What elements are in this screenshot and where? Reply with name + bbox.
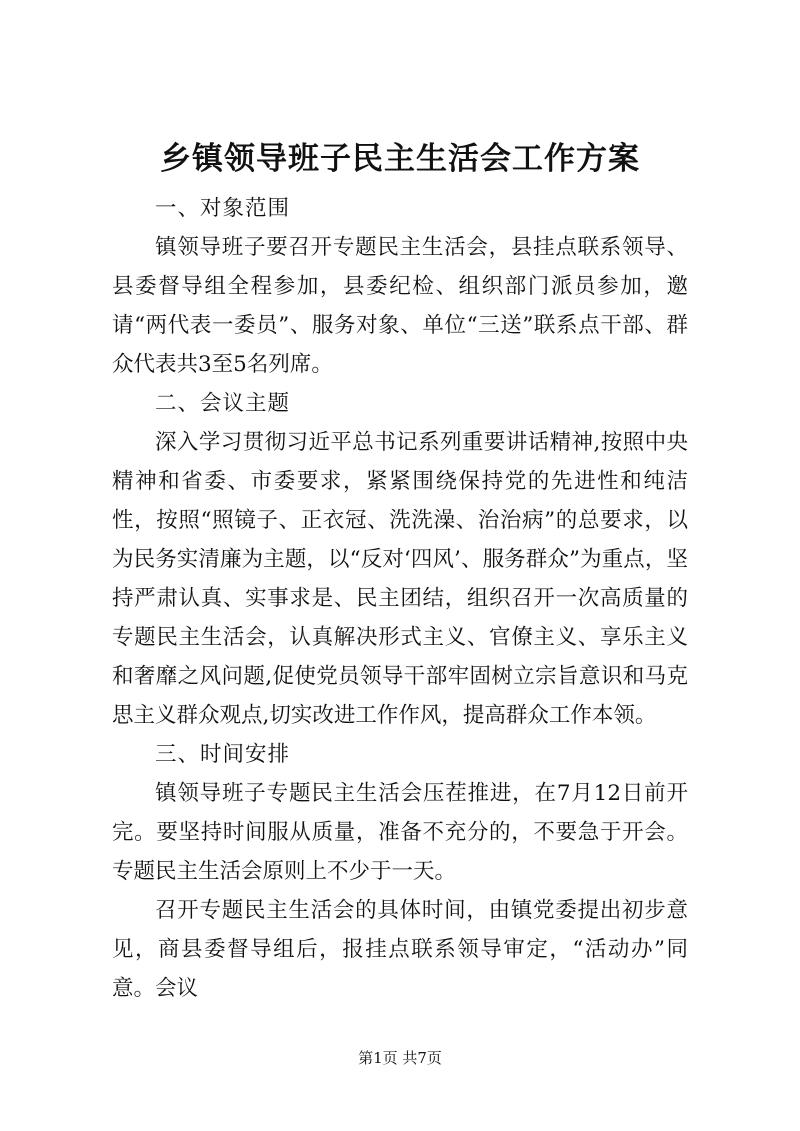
document-title: 乡镇领导班子民主生活会工作方案 xyxy=(160,141,640,177)
page-footer: 第1页 共7页 xyxy=(358,1049,442,1067)
paragraph-scope: 镇领导班子要召开专题民主生活会，县挂点联系领导、县委督导组全程参加，县委纪检、组织部门派员参加，邀请“两代表一委员”、服务对象、单位“三送”联系点干部、群众代表共3至5名列席。 xyxy=(112,235,688,377)
section-heading-schedule: 三、时间安排 xyxy=(155,742,291,767)
document-body xyxy=(112,189,688,1008)
paragraph-schedule-2: 召开专题民主生活会的具体时间，由镇党委提出初步意见，商县委督导组后，报挂点联系领导审定，“活动办”同意。会议 xyxy=(112,898,688,1001)
section-heading-scope: 一、对象范围 xyxy=(155,196,291,221)
paragraph-schedule-1: 镇领导班子专题民主生活会压茬推进，在7月12日前开完。要坚持时间服从质量，准备不充分的，不要急于开会。专题民主生活会原则上不少于一天。 xyxy=(112,781,688,884)
paragraph-theme: 深入学习贯彻习近平总书记系列重要讲话精神,按照中央精神和省委、市委要求，紧紧围绕保持党的先进性和纯洁性，按照“照镜子、正衣冠、洗洗澡、治治病”的总要求，以为民务实清廉为主题，以“反对‘四风’、服务群众”为重点，坚持严肃认真、实事求是、民主团结，组织召开一次高质量的专题民主生活会，认真解决形式主义、官僚主义、享乐主义和奢靡之风问题,促使党员领导干部牢固树立宗旨意识和马克思主义群众观点,切实改进工作作风，提高群众工作本领。 xyxy=(112,430,688,728)
section-heading-theme: 二、会议主题 xyxy=(155,391,291,416)
